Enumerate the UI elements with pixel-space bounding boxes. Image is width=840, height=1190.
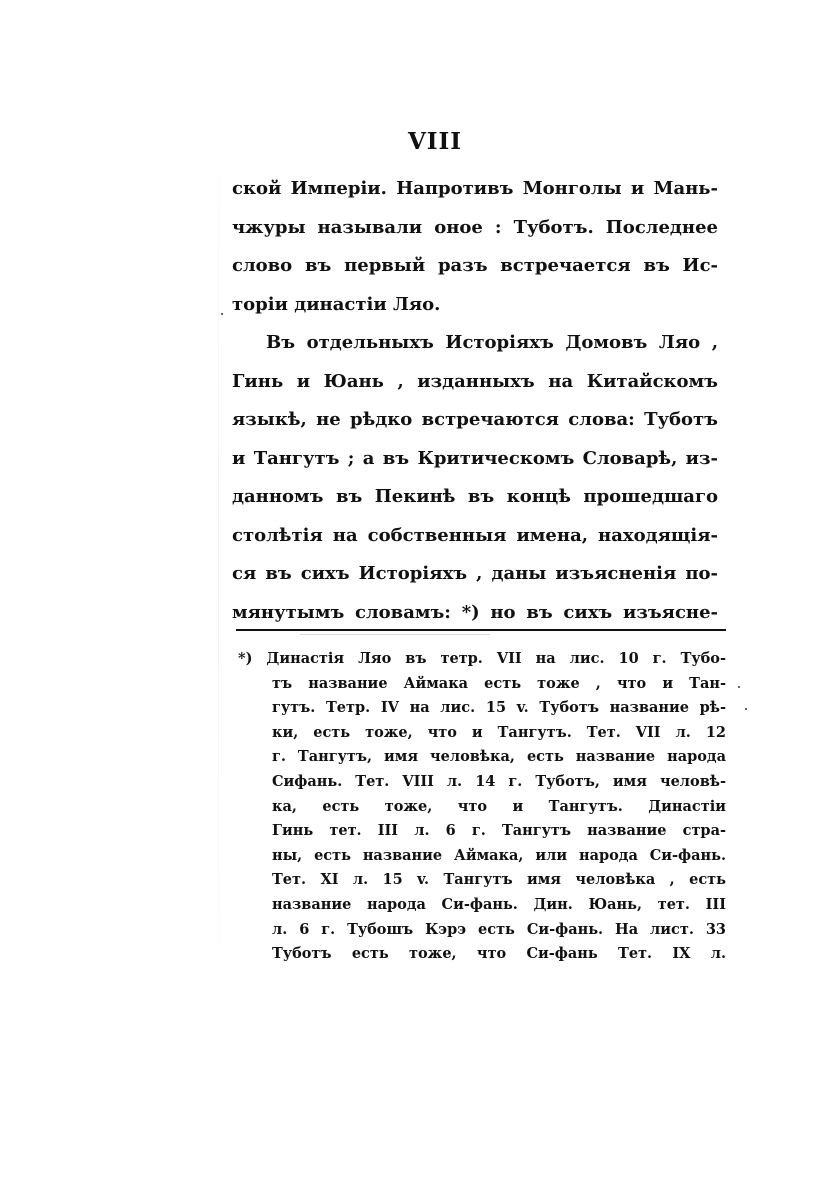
footnote-line: название народа Си-фань. Дин. Юань, тет. III bbox=[272, 895, 726, 913]
scan-speck bbox=[221, 313, 223, 315]
footnote-line: Сифань. Тет. VIII л. 14 г. Туботъ, имя человѣ- bbox=[272, 772, 726, 790]
footnote-line: г. Тангутъ, имя человѣка, есть название народа bbox=[272, 748, 726, 766]
scan-speck bbox=[745, 708, 747, 710]
main-line-paragraph-start: Въ отдельныхъ Исторіяхъ Домовъ Ляо , bbox=[266, 332, 718, 353]
footnote-block bbox=[238, 647, 726, 967]
main-line: языкѣ, не рѣдко встречаются слова: Туботъ bbox=[232, 409, 718, 430]
footnote-line: тъ название Аймака есть тоже , что и Тан- bbox=[272, 674, 726, 692]
main-line: мянутымъ словамъ: *) но въ сихъ изъясне- bbox=[232, 601, 718, 623]
faint-show-through-line bbox=[300, 634, 490, 635]
scan-speck bbox=[738, 686, 740, 688]
main-line: столѣтія на собственныя имена, находящія- bbox=[232, 524, 718, 546]
main-line: ся въ сихъ Исторіяхъ , даны изъясненія по- bbox=[232, 563, 718, 584]
main-line: слово въ первый разъ встречается въ Ис- bbox=[232, 255, 718, 276]
footnote-line: ка, есть тоже, что и Тангутъ. Династіи bbox=[272, 797, 726, 815]
footnote-line: гутъ. Тетр. IV на лис. 15 v. Туботъ название рѣ- bbox=[272, 699, 726, 717]
footnote-line: Тет. XI л. 15 v. Тангутъ имя человѣка , есть bbox=[272, 871, 726, 889]
main-line: данномъ въ Пекинѣ въ концѣ прошедшаго bbox=[232, 486, 718, 507]
main-line: ской Имперіи. Напротивъ Монголы и Мань- bbox=[232, 178, 718, 199]
scan-edge-shadow bbox=[218, 60, 219, 1060]
footnote-line: Гинь тет. III л. 6 г. Тангутъ название стра- bbox=[272, 822, 726, 840]
page-number: VIII bbox=[407, 128, 463, 155]
main-line: торіи династіи Ляо. bbox=[232, 293, 441, 315]
main-line: чжуры называли оное : Туботъ. Последнее bbox=[232, 216, 718, 238]
main-text-block bbox=[232, 170, 718, 632]
footnote-line: ки, есть тоже, что и Тангутъ. Тет. VII л. 12 bbox=[272, 723, 726, 741]
main-line: и Тангутъ ; а въ Критическомъ Словарѣ, из- bbox=[232, 447, 718, 469]
footnote-line: л. 6 г. Тубошъ Кэрэ есть Си-фань. На лист. 33 bbox=[272, 920, 726, 938]
footnote-line: Туботъ есть тоже, что Си-фань Тет. IX л. bbox=[272, 945, 726, 963]
footnote-separator-rule bbox=[236, 629, 726, 631]
main-line: Гинь и Юань , изданныхъ на Китайскомъ bbox=[232, 370, 718, 392]
footnote-line: *) Династія Ляо въ тетр. VII на лис. 10 г. Тубо- bbox=[238, 650, 726, 667]
footnote-line: ны, есть название Аймака, или народа Си-фань. bbox=[272, 846, 726, 864]
